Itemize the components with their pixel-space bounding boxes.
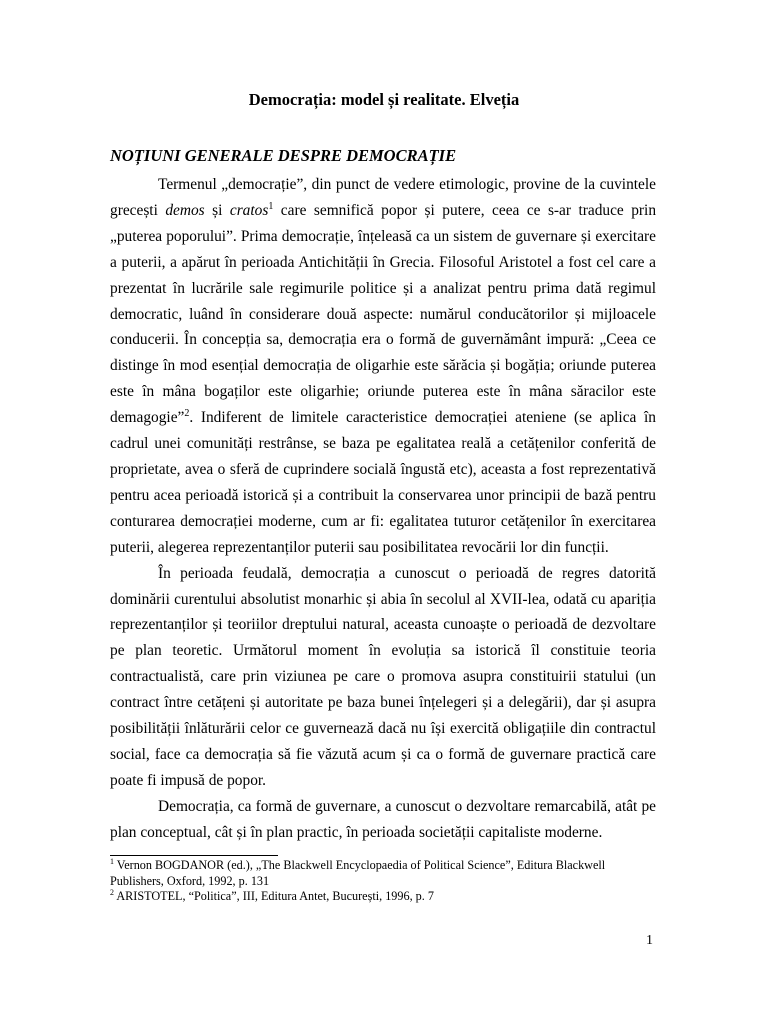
footnote-text-2: ARISTOTEL, “Politica”, III, Editura Antet, București, 1996, p. 7 — [113, 889, 434, 903]
term-demos: demos — [165, 201, 205, 219]
term-cratos: cratos — [229, 201, 269, 219]
paragraph-1 — [110, 172, 656, 561]
document-title: Democrația: model și realitate. Elveția — [248, 90, 520, 109]
paragraph-1-part-3: care semnifică popor și putere, ceea ce s-ar traduce prin „puterea poporului”. Prima democrație, înțeleasă ca un sistem de guvernare și exercitare a puterii, a apărut în perioada Antichității în Grecia. Filosoful Aristotel a fost cel care a prezentat în lucrările sale regimurile politice și a analizat pentru prima dată regimul democratic, luând în considerare două aspecte: numărul conducătorilor și mijloacele conducerii. În concepția sa, democrația era o formă de guvernământ impură: „Ceea ce distinge în mod esențial democrația de oligarhie este sărăcia și bogăția; oriunde puterea este în mâna bogaților este oligarhie; oriunde puterea este în mâna săracilor este demagogie” — [110, 201, 657, 427]
paragraph-2: În perioada feudală, democrația a cunoscut o perioadă de regres datorită dominării curentului absolutist monarhic și abia în secolul al XVII-lea, odată cu apariția reprezentanților și teoriilor dreptului natural, aceasta cunoaște o perioadă de dezvoltare pe plan teoretic. Următorul moment în evoluția sa istorică îl constituie teoria contractualistă, care prin viziunea pe care o promova asupra constituirii statului (un contract între cetățeni și autoritate pe baza bunei înțelegeri și a delegării), dar și asupra posibilității înlăturării celor ce guvernează dacă nu își exercită obligațiile din contractul social, face ca democrația să fie văzută acum și ca o formă de guvernare practică care poate fi impusă de popor. — [110, 564, 656, 789]
footnote-divider — [110, 855, 278, 856]
paragraph-3: Democrația, ca formă de guvernare, a cunoscut o dezvoltare remarcabilă, atât pe plan conceptual, cât și în plan practic, în perioada societății capitaliste moderne. — [110, 797, 656, 841]
footnote-marker-2: 2 — [110, 887, 114, 897]
footnote-ref-2[interactable]: 2 — [184, 408, 190, 420]
footnote-ref-1[interactable]: 1 — [268, 200, 274, 212]
footnotes — [110, 858, 656, 905]
paragraph-1-part-2: și — [204, 201, 230, 219]
paragraph-1-part-1: Termenul „democrație”, din punct de vedere etimologic, provine de la cuvintele grecești — [110, 176, 656, 219]
footnote-2 — [110, 889, 656, 905]
paragraph-1-part-4: . Indiferent de limitele caracteristice democrației ateniene (se aplica în cadrul unei comunități restrânse, se baza pe egalitatea reală a cetățenilor conferită de proprietate, avea o sferă de cuprindere socială îngustă etc), aceasta a fost reprezentativă pentru acea perioadă istorică și a contribuit la conservarea unor principii de bază pentru conturarea democrației moderne, cum ar fi: egalitatea tuturor cetățenilor în exercitarea puterii, alegerea reprezentanților puterii sau posibilitatea revocării lor din funcții. — [110, 409, 656, 556]
body-text — [110, 172, 656, 846]
footnote-text-1: Vernon BOGDANOR (ed.), „The Blackwell Encyclopaedia of Political Science”, Editura Blackwell Publishers, Oxford, 1992, p. 131 — [110, 858, 606, 888]
section-heading: NOȚIUNI GENERALE DESPRE DEMOCRAȚIE — [110, 146, 457, 165]
footnote-marker-1: 1 — [110, 856, 114, 866]
footnote-1 — [110, 858, 656, 889]
page-number: 1 — [646, 933, 653, 948]
